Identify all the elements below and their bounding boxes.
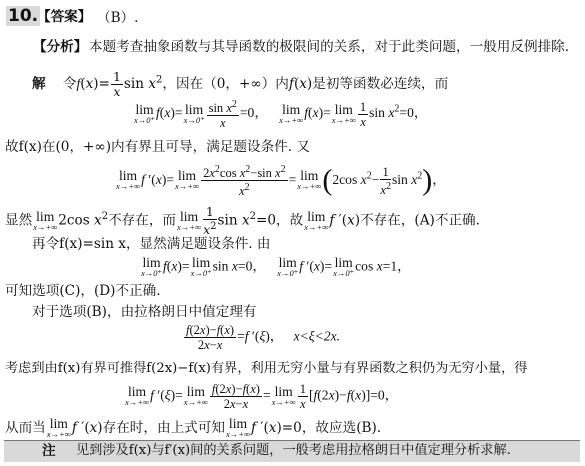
note-label: 注 <box>42 443 56 459</box>
solution-line-5: 可知选项(C)，(D)不正确. <box>5 283 161 299</box>
question-number: 10. <box>8 6 39 26</box>
formula-fx-def: f <box>76 76 81 91</box>
equation-mean-value: $\frac{f(2x)-f(x)}{2x-x}$ =f ′(ξ)， x<ξ<2x. <box>186 323 341 352</box>
solution-line-6: 对于选项(B)，由拉格朗日中值定理有 <box>32 304 257 320</box>
solution-label: 解 <box>32 76 46 92</box>
line-8-c: =0，故应选(B). <box>281 420 382 436</box>
line-3-a: 显然 <box>5 212 33 229</box>
solution-line-2: 故f(x)在(0，+∞)内有界且可导，满足题设条件. 又 <box>5 139 311 155</box>
equation-limit-xi: lim x→+∞ f ′(ξ)= lim x→+∞ $\frac{f(2x)-f(x)}{2x-x}$ = lim x→+∞ $\frac{1}{x}$ [f(2x)−f(x)]=0， <box>125 382 399 411</box>
solution-line-3: 显然 lim x→+∞ 2cos $x^2$不存在，而 lim x→+∞ $\frac{1}{x^2}$ $\sin x^2=0$，故 lim x→+∞ f ′(x)不存在，(A)不正确. <box>5 204 480 238</box>
equation-sin-limits: lim x→0⁺ f(x)= lim x→0⁺ sin x=0， lim x→0⁺ f ′(x)= lim x→0⁺ cos x=1， <box>141 255 411 278</box>
equation-range: x<ξ<2x. <box>293 328 341 344</box>
analysis-text: 本题考查抽象函数与其导函数的极限间的关系，对于此类问题，一般用反例排除. <box>89 39 570 55</box>
answer-value: （B）. <box>97 10 139 26</box>
solution-line-1-c: 是初等函数必连续，而 <box>312 76 449 92</box>
line-8-b: 存在时，由上式可知 <box>102 420 225 436</box>
solution-line-1: 解 令f(x)= $\frac{1}{x}$ $\sin x^2$，因在（0，+∞）内f(x)是初等函数必连续，而 <box>32 69 449 99</box>
line-3-b: 不存在，而 <box>108 212 177 229</box>
note-text: 见到涉及f(x)与f′(x)间的关系问题，一般考虑用拉格朗日中值定理分析求解. <box>76 443 511 458</box>
solution-line-4: 再令f(x)=sin x，显然满足题设条件. 由 <box>32 236 271 252</box>
fraction-1-over-x: $\frac{1}{x}$ <box>112 69 121 99</box>
note-box <box>4 440 580 462</box>
line-8-a: 从而当 <box>5 420 46 436</box>
line-3-d: 不存在，(A)不正确. <box>360 212 480 229</box>
equation-limits-f: lim x→0⁺ f(x)= lim x→0⁺ $\frac{\sin x^2}{x}$ =0， lim x→+∞ f(x)= lim x→+∞ $\frac{1}{x}$ $\sin x^2=0$， <box>134 99 428 131</box>
equation-limit-fprime: lim x→+∞ f ′(x)= lim x→+∞ $\frac{2x^2\cos x^2-\sin x^2}{x^2}$ = lim x→+∞ (2cos $x^2-$ $\frac{1}{x^2}$ $\sin x^2$)， <box>116 163 446 199</box>
answer-label: 【答案】 <box>37 9 92 25</box>
solution-line-7: 考虑到由f(x)有界可推得f(2x)−f(x)有界，利用无穷小量与有界函数之积仍为无穷小量，得 <box>5 361 528 376</box>
analysis-label: 【分析】 <box>33 39 88 55</box>
line-3-c: ，故 <box>276 212 304 229</box>
solution-line-8: 从而当 lim x→+∞ f ′(x)存在时，由上式可知 lim x→+∞ f ′(x)=0，故应选(B). <box>5 416 382 439</box>
solution-line-1-b: ，因在（0，+∞）内 <box>162 76 289 92</box>
solution-line-1-a: 令 <box>62 76 77 92</box>
